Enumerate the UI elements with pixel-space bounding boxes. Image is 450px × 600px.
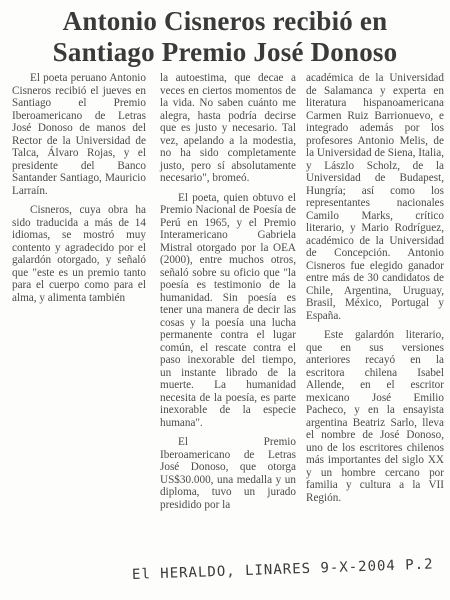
paragraph: académica de la Universidad de Salamanca y experta en literatura hispanoamericana Carmen Ruiz Barrionuevo, e integrado además por los profesores Antonio Melis, de la Universidad de Siena, Italia, y Lászlo Scholz, de la Universidad de Budapest, Hungría; así como los representantes nacionales Camilo Marks, crítico literario, y Mario Rodríguez, académico de la Universidad de Concepción. Antonio Cisneros fue elegido ganador entre más de 30 candidatos de Chile, Argentina, Uruguay, Brasil, México, Portugal y España. [306, 72, 444, 322]
article-column-3 [306, 72, 444, 504]
article-column-2 [160, 72, 296, 511]
paragraph: El poeta, quien obtuvo el Premio Nacional de Poesía de Perú en 1965, y el Premio Interamericano Gabriela Mistral otorgado por la OEA (2000), entre muchos otros, señaló sobre su oficio que "la poesía es testimonio de la humanidad. Sin poesía es tener una manera de decir las cosas y la poesía una lucha permanente contra el lugar común, el rescate contra el paso inexorable del tiempo, un instante librado de la muerte. La humanidad necesita de la poesía, es parte inexorable de la especie humana". [160, 191, 296, 429]
handwritten-source-note: El HERALDO, LINARES 9-X-2004 P.2 [131, 556, 434, 583]
paragraph: la autoestima, que decae a veces en ciertos momentos de la vida. No saben cuánto me alegra, hasta podría decirse que es justo y necesario. Tal vez, apelando a la modestia, no ha sido completamente justo, pero sí absolutamente necesario", bromeó. [160, 72, 296, 184]
article-headline: Antonio Cisneros recibió en Santiago Premio José Donoso [52, 6, 398, 67]
paragraph: El Premio Iberoamericano de Letras José Donoso, que otorga US$30.000, una medalla y un diploma, tuvo un jurado presidido por la [160, 436, 296, 511]
paragraph: Cisneros, cuya obra ha sido traducida a más de 14 idiomas, se mostró muy contento y agradecido por el galardón otorgado, y señaló que "este es un premio tanto para el cuerpo como para el alma, y alimenta también [12, 204, 146, 304]
article-column-1 [12, 72, 146, 304]
paragraph: Este galardón literario, que en sus versiones anteriores recayó en la escritora chilena Isabel Allende, en el escritor mexicano José Emilio Pacheco, y en la ensayista argentina Beatriz Sarlo, lleva el nombre de José Donoso, uno de los escritores chilenos más importantes del siglo XX y un hombre cercano por familia y cultura a la VII Región. [306, 329, 444, 504]
paragraph: El poeta peruano Antonio Cisneros recibió el jueves en Santiago el Premio Iberoamericano de Letras José Donoso de manos del Rector de la Universidad de Talca, Álvaro Rojas, y el presidente del Banco Santander Santiago, Mauricio Larraín. [12, 72, 146, 197]
